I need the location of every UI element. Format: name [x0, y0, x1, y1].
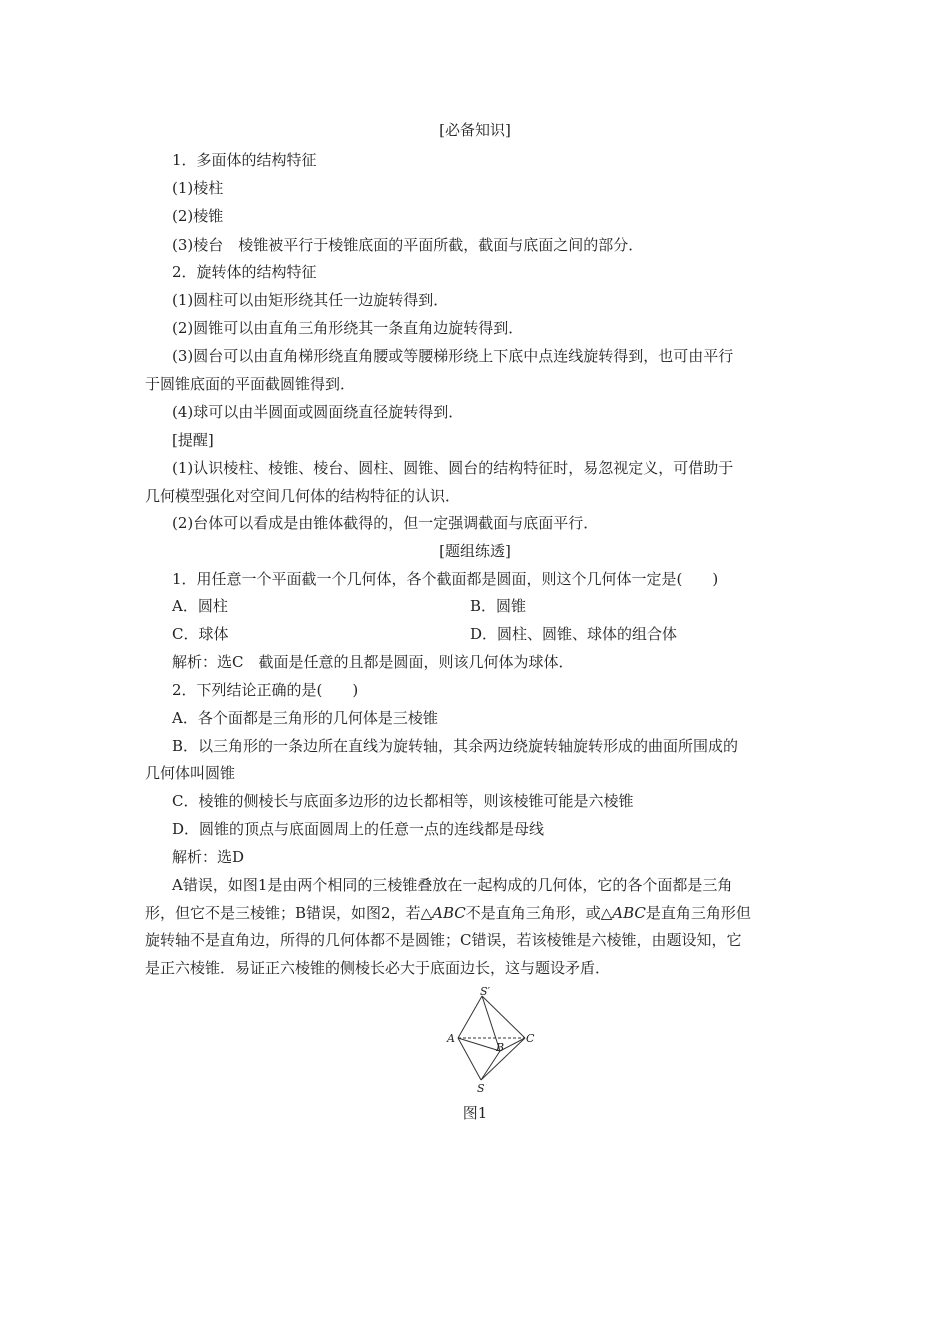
q2-option-c: C．棱锥的侧棱长与底面多边形的边长都相等，则该棱锥可能是六棱锥 [172, 792, 634, 810]
explanation-line2: 形，但它不是三棱锥；B错误，如图2，若△ABC不是直角三角形，或△ABC是直角三角形但 [145, 904, 751, 922]
vertex-label-a: A [447, 1032, 455, 1045]
tip-1-line1: (1)认识棱柱、棱锥、棱台、圆柱、圆锥、圆台的结构特征时，易忽视定义，可借助于 [172, 459, 734, 477]
q2-option-a: A．各个面都是三角形的几何体是三棱锥 [172, 709, 438, 727]
edge-s-b [481, 1051, 500, 1080]
question-1: 1．用任意一个平面截一个几何体，各个截面都是圆面，则这个几何体一定是( ) [172, 570, 719, 588]
q1-answer: 解析：选C 截面是任意的且都是圆面，则该几何体为球体． [172, 653, 574, 671]
q2-answer: 解析：选D [172, 848, 245, 866]
figure-1-caption: 图1 [462, 1104, 488, 1122]
item-frustum: (3)棱台 棱锥被平行于棱锥底面的平面所截，截面与底面之间的部分． [172, 236, 644, 254]
heading-rotation-body: 2．旋转体的结构特征 [172, 263, 317, 281]
item-prism: (1)棱柱 [172, 179, 224, 197]
item-cylinder: (1)圆柱可以由矩形绕其任一边旋转得到． [172, 291, 449, 309]
tip-2: (2)台体可以看成是由锥体截得的，但一定强调截面与底面平行． [172, 514, 599, 532]
vertex-label-s: S [477, 1082, 485, 1095]
explanation-line1: A错误，如图1是由两个相同的三棱锥叠放在一起构成的几何体，它的各个面都是三角 [172, 876, 733, 894]
q1-option-c: C．球体 [172, 625, 229, 643]
figure-1-bipyramid [445, 985, 545, 1095]
section-header-practice: [题组练透] [439, 542, 511, 560]
q2-option-b-line1: B．以三角形的一条边所在直线为旋转轴，其余两边绕旋转轴旋转形成的曲面所围成的 [172, 737, 739, 755]
heading-polyhedron: 1．多面体的结构特征 [172, 151, 317, 169]
tip-1-line2: 几何模型强化对空间几何体的结构特征的认识． [145, 487, 461, 505]
item-sphere: (4)球可以由半圆面或圆面绕直径旋转得到． [172, 403, 464, 421]
item-cone: (2)圆锥可以由直角三角形绕其一条直角边旋转得到． [172, 319, 524, 337]
q1-option-a: A．圆柱 [172, 597, 228, 615]
edge-sp-a [458, 996, 482, 1038]
item-pyramid: (2)棱锥 [172, 207, 224, 225]
explanation-line4: 是正六棱锥．易证正六棱锥的侧棱长必大于底面边长，这与题设矛盾． [145, 959, 611, 977]
section-header-knowledge: [必备知识] [439, 121, 511, 139]
question-2: 2．下列结论正确的是( ) [172, 681, 359, 699]
explanation-line3: 旋转轴不是直角边，所得的几何体都不是圆锥；C错误，若该棱锥是六棱锥，由题设知，它 [145, 931, 742, 949]
vertex-label-b: B [496, 1041, 505, 1054]
q2-option-b-line2: 几何体叫圆锥 [145, 764, 236, 782]
q1-option-b: B．圆锥 [470, 597, 527, 615]
tip-label: [提醒] [172, 431, 214, 449]
q2-option-d: D．圆锥的顶点与底面圆周上的任意一点的连线都是母线 [172, 820, 545, 838]
vertex-label-s-prime: S′ [480, 985, 491, 998]
vertex-label-c: C [526, 1032, 535, 1045]
q1-option-d: D．圆柱、圆锥、球体的组合体 [470, 625, 678, 643]
item-frustum-cone-line2: 于圆锥底面的平面截圆锥得到． [145, 375, 356, 393]
item-frustum-cone-line1: (3)圆台可以由直角梯形绕直角腰或等腰梯形绕上下底中点连线旋转得到，也可由平行 [172, 347, 734, 365]
